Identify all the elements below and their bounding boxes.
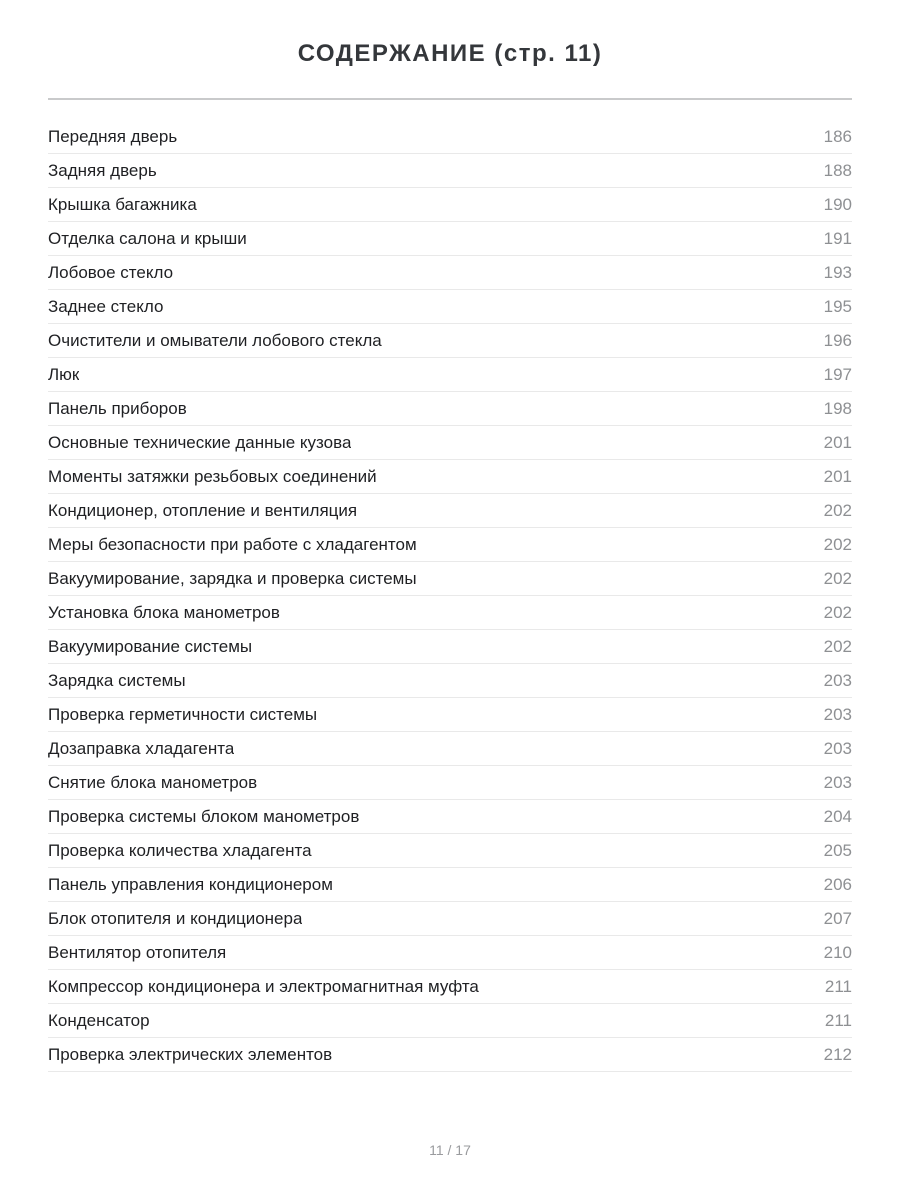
toc-entry-page-number: 190 <box>823 194 852 214</box>
toc-list <box>48 100 852 1072</box>
toc-entry-label: Вакуумирование, зарядка и проверка системы <box>48 568 417 588</box>
toc-entry[interactable] <box>48 222 852 256</box>
toc-entry-page-number: 195 <box>823 296 852 316</box>
toc-entry[interactable] <box>48 528 852 562</box>
toc-entry[interactable] <box>48 834 852 868</box>
toc-entry[interactable] <box>48 562 852 596</box>
toc-entry[interactable] <box>48 1004 852 1038</box>
toc-entry[interactable] <box>48 596 852 630</box>
toc-entry-label: Заднее стекло <box>48 296 164 316</box>
toc-entry-page-number: 188 <box>823 160 852 180</box>
toc-entry-label: Конденсатор <box>48 1010 150 1030</box>
toc-entry-label: Проверка электрических элементов <box>48 1044 333 1064</box>
toc-entry-page-number: 202 <box>823 500 852 520</box>
toc-entry-label: Дозаправка хладагента <box>48 738 235 758</box>
toc-entry-label: Отделка салона и крыши <box>48 228 247 248</box>
toc-entry-page-number: 202 <box>823 534 852 554</box>
toc-entry-page-number: 206 <box>823 874 852 894</box>
toc-entry-page-number: 211 <box>824 1010 852 1030</box>
toc-entry-label: Проверка системы блоком манометров <box>48 806 360 826</box>
toc-entry-page-number: 212 <box>823 1044 852 1064</box>
toc-entry-page-number: 211 <box>824 976 852 996</box>
toc-entry-page-number: 203 <box>823 704 852 724</box>
toc-entry-label: Снятие блока манометров <box>48 772 258 792</box>
page-title: СОДЕРЖАНИЕ (стр. 11) <box>297 40 603 67</box>
toc-entry[interactable] <box>48 800 852 834</box>
toc-entry[interactable] <box>48 494 852 528</box>
toc-entry-label: Зарядка системы <box>48 670 186 690</box>
toc-entry[interactable] <box>48 630 852 664</box>
toc-entry-label: Лобовое стекло <box>48 262 174 282</box>
page-indicator: 11 / 17 <box>429 1142 471 1158</box>
toc-entry-label: Основные технические данные кузова <box>48 432 352 452</box>
toc-entry-label: Моменты затяжки резьбовых соединений <box>48 466 377 486</box>
toc-entry-label: Проверка количества хладагента <box>48 840 312 860</box>
toc-entry[interactable] <box>48 936 852 970</box>
toc-entry-label: Вентилятор отопителя <box>48 942 227 962</box>
toc-entry-label: Крышка багажника <box>48 194 197 214</box>
toc-entry[interactable] <box>48 358 852 392</box>
toc-entry-page-number: 201 <box>823 432 852 452</box>
toc-entry-page-number: 198 <box>823 398 852 418</box>
toc-entry[interactable] <box>48 426 852 460</box>
toc-entry-page-number: 202 <box>823 602 852 622</box>
toc-entry-page-number: 196 <box>823 330 852 350</box>
toc-entry[interactable] <box>48 664 852 698</box>
toc-entry[interactable] <box>48 902 852 936</box>
toc-entry-page-number: 203 <box>823 738 852 758</box>
toc-entry[interactable] <box>48 1038 852 1072</box>
toc-entry-page-number: 205 <box>823 840 852 860</box>
toc-entry-page-number: 207 <box>823 908 852 928</box>
toc-entry-page-number: 191 <box>823 228 852 248</box>
toc-entry[interactable] <box>48 868 852 902</box>
toc-entry-page-number: 186 <box>823 126 852 146</box>
toc-entry[interactable] <box>48 256 852 290</box>
toc-entry-label: Установка блока манометров <box>48 602 280 622</box>
toc-entry[interactable] <box>48 120 852 154</box>
toc-entry[interactable] <box>48 154 852 188</box>
toc-entry-page-number: 203 <box>823 772 852 792</box>
toc-entry-label: Панель управления кондиционером <box>48 874 333 894</box>
toc-entry[interactable] <box>48 698 852 732</box>
toc-entry[interactable] <box>48 324 852 358</box>
toc-entry[interactable] <box>48 732 852 766</box>
toc-entry-label: Передняя дверь <box>48 126 178 146</box>
toc-entry-page-number: 202 <box>823 568 852 588</box>
toc-entry-label: Меры безопасности при работе с хладагентом <box>48 534 417 554</box>
toc-entry-label: Задняя дверь <box>48 160 157 180</box>
toc-entry[interactable] <box>48 392 852 426</box>
toc-entry-page-number: 197 <box>823 364 852 384</box>
toc-entry[interactable] <box>48 290 852 324</box>
toc-entry-label: Очистители и омыватели лобового стекла <box>48 330 382 350</box>
toc-entry-page-number: 210 <box>823 942 852 962</box>
toc-entry-page-number: 202 <box>823 636 852 656</box>
toc-entry-label: Проверка герметичности системы <box>48 704 318 724</box>
toc-entry[interactable] <box>48 460 852 494</box>
toc-entry-page-number: 204 <box>823 806 852 826</box>
toc-entry-label: Вакуумирование системы <box>48 636 253 656</box>
toc-entry-label: Кондиционер, отопление и вентиляция <box>48 500 358 520</box>
toc-entry-label: Блок отопителя и кондиционера <box>48 908 303 928</box>
toc-entry[interactable] <box>48 970 852 1004</box>
toc-entry-page-number: 193 <box>823 262 852 282</box>
toc-entry-page-number: 201 <box>823 466 852 486</box>
toc-entry-label: Панель приборов <box>48 398 187 418</box>
toc-entry-label: Компрессор кондиционера и электромагнитная муфта <box>48 976 479 996</box>
toc-entry[interactable] <box>48 766 852 800</box>
toc-entry-label: Люк <box>48 364 80 384</box>
toc-entry[interactable] <box>48 188 852 222</box>
toc-entry-page-number: 203 <box>823 670 852 690</box>
